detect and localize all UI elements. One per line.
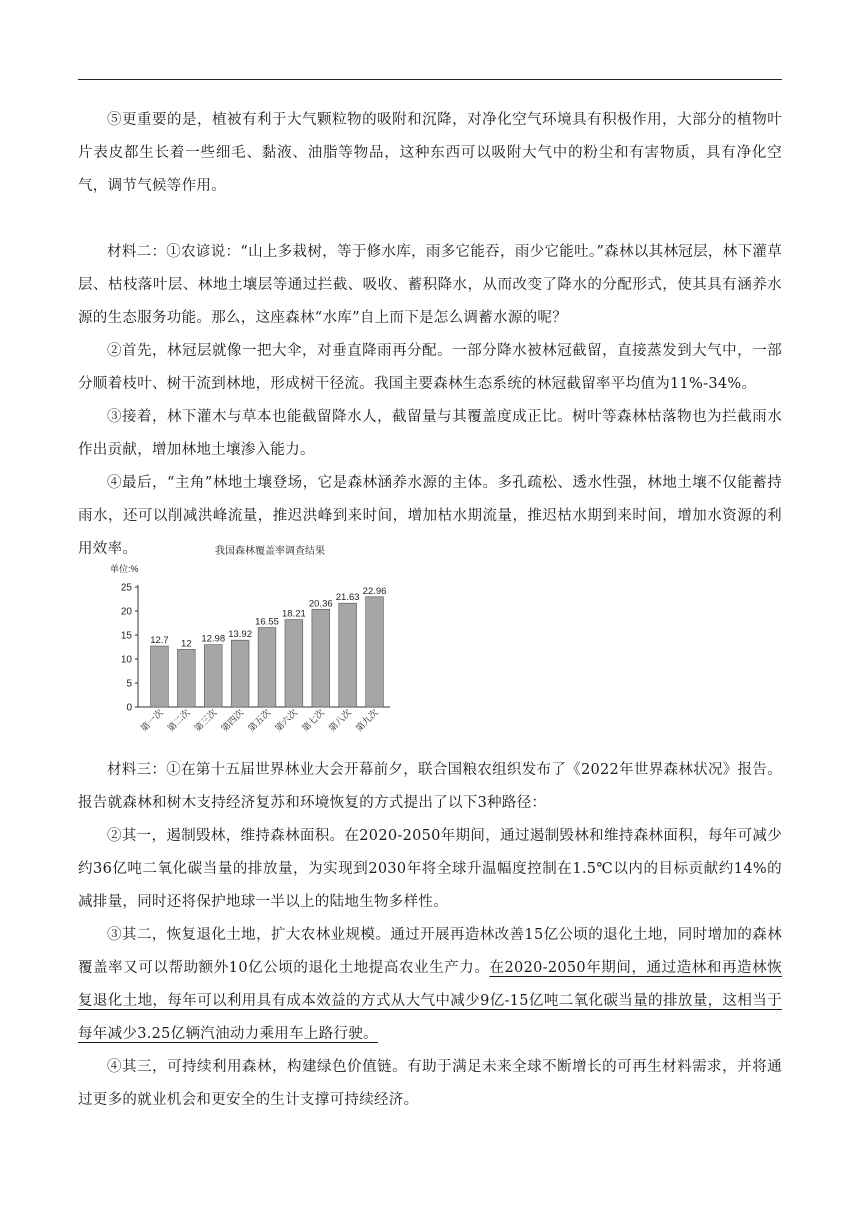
chart-data-label: 20.36 [308, 598, 333, 610]
chart-bar [177, 649, 195, 707]
path-2-text: ③其二，恢复退化土地，扩大农林业规模。通过开展再造林改善15亿公顷的退化土地，同时增加的森林覆盖率又可以帮助额外10亿公顷的退化土地提高农业生产力。 [78, 927, 782, 976]
paragraph-path-3: ④其三，可持续利用森林，构建绿色价值链。有助于满足未来全球不断增长的可再生材料需求，并将通过更多的就业机会和更安全的生计支撑可持续经济。 [78, 1059, 782, 1108]
chart-category-label: 第八次 [326, 707, 354, 734]
chart-data-label: 21.63 [335, 592, 360, 604]
chart-category-label: 第九次 [353, 707, 380, 734]
chart-bar [231, 640, 249, 707]
chart-y-unit: 单位:% [110, 564, 139, 574]
chart-bar [285, 620, 303, 707]
paragraph-canopy: ②首先，林冠层就像一把大伞，对垂直降雨再分配。一部分降水被林冠截留，直接蒸发到大气中，一部分顺着枝叶、树干流到林地，形成树干径流。我国主要森林生态系统的林冠截留率平均值为11%-34%。 [78, 343, 782, 392]
chart-data-label: 18.21 [281, 608, 306, 620]
paragraph-material-2-intro: 材料二：①农谚说：“山上多栽树，等于修水库，雨多它能吞，雨少它能吐。”森林以其林冠层，林下灌草层、枯枝落叶层、林地土壤层等通过拦截、吸收、蓄积降水，从而改变了降水的分配形式，使其具有涵养水源的生态服务功能。那么，这座森林“水库”自上而下是怎么调蓄水源的呢？ [78, 244, 782, 326]
chart-category-label: 第三次 [192, 707, 219, 734]
paragraph-5-vegetation: ⑤更重要的是，植被有利于大气颗粒物的吸附和沉降，对净化空气环境具有积极作用，大部分的植物叶片表皮都生长着一些细毛、黏液、油脂等物品，这种东西可以吸附大气中的粉尘和有害物质，具有净化空气，调节气候等作用。 [78, 112, 782, 194]
chart-data-label: 12.98 [201, 633, 226, 645]
chart-bar [312, 609, 330, 707]
chart-bar [204, 645, 222, 707]
chart-bar [258, 628, 276, 707]
chart-y-tick-label: 0 [126, 702, 132, 714]
chart-y-tick-label: 10 [120, 654, 132, 666]
forest-coverage-chart [110, 540, 410, 752]
paragraph-material-3-intro: 材料三：①在第十五届世界林业大会开幕前夕，联合国粮农组织发布了《2022年世界森林状况》报告。报告就森林和树木支持经济复苏和环境恢复的方式提出了以下3种路径： [78, 762, 782, 811]
paragraph-understory: ③接着，林下灌木与草本也能截留降水人，截留量与其覆盖度成正比。树叶等森林枯落物也为拦截雨水作出贡献，增加林地土壤渗入能力。 [78, 409, 782, 458]
chart-data-label: 22.96 [362, 585, 387, 597]
chart-data-label: 16.55 [255, 616, 279, 628]
paragraph-soil: ④最后，“主角”林地土壤登场，它是森林涵养水源的主体。多孔疏松、透水性强，林地土壤不仅能蓄持雨水，还可以削减洪峰流量，推迟洪峰到来时间，增加枯水期流量，推迟枯水期到来时间，增加水资源的利用效率。 [78, 475, 782, 557]
chart-category-label: 第六次 [273, 707, 300, 734]
underlined-sentence: 在2020-2050年期间，通过造林和再造林恢复退化土地，每年可以利用具有成本效益的方式从大气中减少9亿-15亿吨二氧化碳当量的排放量，这相当于每年减少3.25亿辆汽油动力乘用车上路行驶。 [78, 960, 782, 1042]
chart-category-label: 第五次 [246, 707, 273, 734]
chart-data-label: 12 [181, 638, 192, 650]
chart-title: 我国森林覆盖率调查结果 [215, 546, 325, 557]
chart-data-label: 12.7 [150, 635, 169, 647]
chart-category-label: 第七次 [300, 707, 327, 734]
chart-bar [151, 646, 169, 707]
chart-bar [366, 597, 384, 707]
chart-bar [339, 603, 357, 707]
chart-category-label: 第四次 [219, 707, 246, 734]
paragraph-path-1: ②其一，遏制毁林，维持森林面积。在2020-2050年期间，通过遏制毁林和维持森林面积，每年可减少约36亿吨二氧化碳当量的排放量，为实现到2030年将全球升温幅度控制在1.5℃以内的目标贡献约14%的减排量，同时还将保护地球一半以上的陆地生物多样性。 [78, 828, 782, 910]
chart-y-tick-label: 15 [120, 630, 132, 642]
chart-y-tick-label: 20 [120, 606, 132, 618]
chart-category-label: 第二次 [165, 707, 192, 734]
chart-y-tick-label: 25 [120, 582, 132, 594]
chart-y-tick-label: 5 [126, 678, 132, 690]
chart-category-label: 第一次 [138, 707, 165, 734]
header-rule [78, 79, 782, 80]
paragraph-path-2 [78, 919, 782, 1051]
chart-data-label: 13.92 [228, 629, 253, 641]
